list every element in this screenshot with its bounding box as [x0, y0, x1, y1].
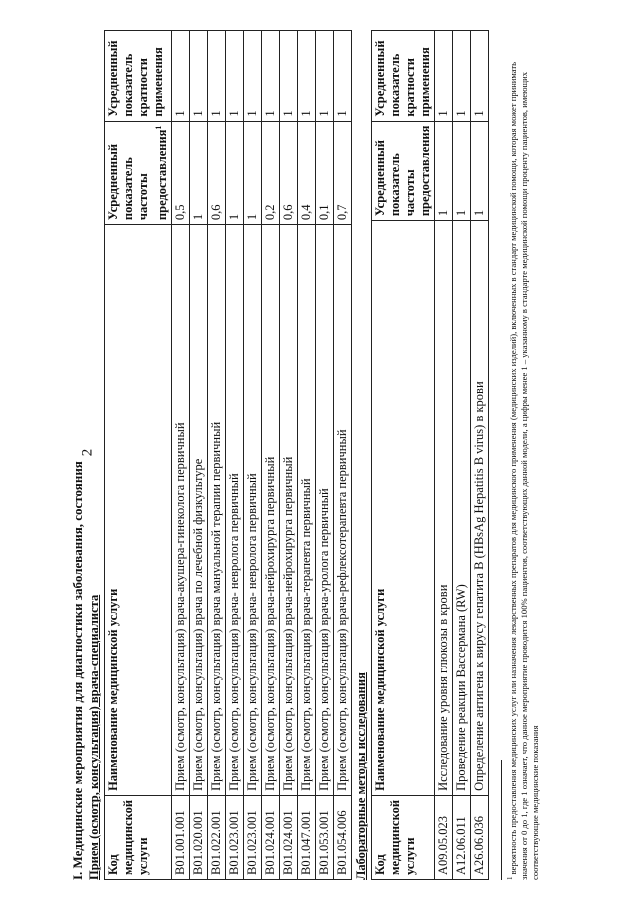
consult-cell-freq: 1 — [244, 121, 262, 225]
lab-cell-freq: 1 — [435, 121, 453, 221]
consult-cell-mult: 1 — [190, 31, 208, 122]
consult-header-row — [105, 31, 172, 880]
table-row — [190, 31, 208, 880]
consult-cell-code: B01.047.001 — [298, 795, 316, 879]
consult-cell-freq: 1 — [226, 121, 244, 225]
consult-cell-mult: 1 — [172, 31, 190, 122]
rotated-page-content — [70, 30, 590, 880]
lab-table — [371, 30, 489, 880]
consult-header-mult: Усредненный показатель кратности применения — [105, 31, 172, 122]
consult-cell-freq: 0,1 — [316, 121, 334, 225]
lab-subtitle: Лабораторные методы исследования — [354, 672, 369, 880]
consult-cell-name: Прием (осмотр, консультация) врача мануальной терапии первичный — [208, 225, 226, 796]
consult-header-code: Код медицинской услуги — [105, 795, 172, 879]
table-row — [208, 31, 226, 880]
lab-cell-code: A09.05.023 — [435, 795, 453, 879]
consult-cell-name: Прием (осмотр, консультация) врача-нейрохирурга первичный — [280, 225, 298, 796]
consult-cell-code: B01.054.006 — [334, 795, 352, 879]
table-row — [471, 31, 489, 880]
table-row — [244, 31, 262, 880]
consult-cell-name: Прием (осмотр, консультация) врача по лечебной физкультуре — [190, 225, 208, 796]
consult-table — [104, 30, 352, 880]
consult-cell-code: B01.022.001 — [208, 795, 226, 879]
consult-cell-code: B01.001.001 — [172, 795, 190, 879]
consult-cell-code: B01.023.001 — [226, 795, 244, 879]
table-row — [453, 31, 471, 880]
lab-header-code: Код медицинской услуги — [372, 795, 435, 879]
consult-cell-mult: 1 — [262, 31, 280, 122]
table-row — [226, 31, 244, 880]
consult-cell-code: B01.024.001 — [280, 795, 298, 879]
footnote-divider — [501, 760, 502, 880]
consult-cell-name: Прием (осмотр, консультация) врача-рефлексотерапевта первичный — [334, 225, 352, 796]
page-number: 2 — [79, 448, 96, 457]
consult-cell-mult: 1 — [280, 31, 298, 122]
lab-cell-freq: 1 — [471, 121, 489, 221]
lab-cell-mult: 1 — [453, 31, 471, 122]
consult-header-freq — [105, 121, 172, 225]
footnote-text: вероятность предоставления медицинских услуг или назначения лекарственных препаратов для медицинского применения (медицинских изделий), включенных в стандарт медицинской помощи, которая может принимать значения от 0 до 1, где 1 означает, что данное мероприятие проводится 100% пациентов, соответствующих данной модели, а цифры менее 1 – указанному в стандарте медицинской помощи проценту пациентов, имеющих соответствующие медицинские показания — [508, 61, 541, 880]
table-row — [298, 31, 316, 880]
lab-cell-name: Определение антигена к вирусу гепатита B (HBsAg Hepatitis B virus) в крови — [471, 221, 489, 796]
lab-cell-name: Исследование уровня глюкозы в крови — [435, 221, 453, 796]
consult-cell-mult: 1 — [244, 31, 262, 122]
consult-cell-freq: 0,5 — [172, 121, 190, 225]
consult-cell-name: Прием (осмотр, консультация) врача-нейрохирурга первичный — [262, 225, 280, 796]
lab-cell-code: A12.06.011 — [453, 795, 471, 879]
lab-header-row — [372, 31, 435, 880]
consult-cell-freq: 0,6 — [280, 121, 298, 225]
lab-cell-code: A26.06.036 — [471, 795, 489, 879]
footnote-ref: 1 — [154, 125, 163, 130]
lab-header-mult: Усредненный показатель кратности применения — [372, 31, 435, 122]
lab-header-name: Наименование медицинской услуги — [372, 221, 435, 796]
lab-cell-freq: 1 — [453, 121, 471, 221]
consult-header-freq-text: Усредненный показатель частоты предоставления — [106, 129, 170, 221]
consult-cell-name: Прием (осмотр, консультация) врача- невролога первичный — [244, 225, 262, 796]
lab-cell-mult: 1 — [435, 31, 453, 122]
table-row — [316, 31, 334, 880]
consult-cell-mult: 1 — [208, 31, 226, 122]
consult-cell-mult: 1 — [316, 31, 334, 122]
consult-cell-freq: 0,2 — [262, 121, 280, 225]
footnote-mark: 1 — [506, 876, 515, 880]
table-row — [280, 31, 298, 880]
consult-cell-freq: 0,4 — [298, 121, 316, 225]
table-row — [172, 31, 190, 880]
footnote — [505, 30, 541, 880]
consult-cell-mult: 1 — [334, 31, 352, 122]
section-title: I. Медицинские мероприятия для диагностики заболевания, состояния — [70, 461, 85, 880]
consult-cell-mult: 1 — [298, 31, 316, 122]
consult-cell-code: B01.020.001 — [190, 795, 208, 879]
consult-subtitle: Прием (осмотр, консультация) врача-специалиста — [87, 594, 101, 880]
consult-cell-name: Прием (осмотр, консультация) врача-акушера-гинеколога первичный — [172, 225, 190, 796]
consult-cell-freq: 0,7 — [334, 121, 352, 225]
table-row — [435, 31, 453, 880]
consult-cell-freq: 1 — [190, 121, 208, 225]
table-row — [334, 31, 352, 880]
consult-header-name: Наименование медицинской услуги — [105, 225, 172, 796]
consult-cell-code: B01.023.001 — [244, 795, 262, 879]
consult-cell-name: Прием (осмотр, консультация) врача-уролога первичный — [316, 225, 334, 796]
consult-cell-freq: 0,6 — [208, 121, 226, 225]
lab-cell-mult: 1 — [471, 31, 489, 122]
table-row — [262, 31, 280, 880]
consult-cell-mult: 1 — [226, 31, 244, 122]
consult-cell-name: Прием (осмотр, консультация) врача- невролога первичный — [226, 225, 244, 796]
consult-cell-name: Прием (осмотр, консультация) врача-терапевта первичный — [298, 225, 316, 796]
consult-cell-code: B01.053.001 — [316, 795, 334, 879]
lab-cell-name: Проведение реакции Вассермана (RW) — [453, 221, 471, 796]
consult-cell-code: B01.024.001 — [262, 795, 280, 879]
lab-header-freq: Усредненный показатель частоты предоставления — [372, 121, 435, 221]
